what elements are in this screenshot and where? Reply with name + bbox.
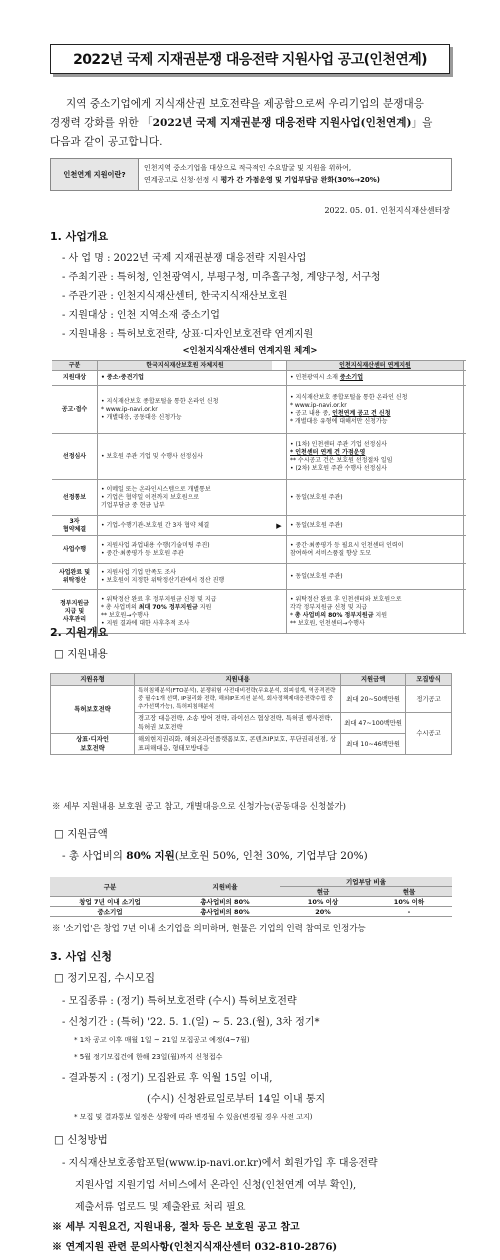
cell-kipo — [98, 480, 272, 515]
cell-line: • 기업-수행기관-보호원 간 3자 협약 체결 — [101, 521, 210, 529]
cell-kipo — [98, 434, 272, 479]
ratio-note: ※ '소기업'은 창업 7년 이내 소기업을 의미하며, 현물은 기업의 인력 참여로 인정가능 — [52, 924, 366, 934]
cell-line: • 이메일 또는 온라인시스템으로 개별통보 — [101, 485, 211, 493]
method-line: 제출서류 업로드 및 제출완료 처리 필요 — [75, 1202, 246, 1213]
spacer — [272, 361, 286, 370]
recruit-method: 수시공고 — [406, 713, 452, 755]
cell-line: • 보호원이 지정한 위탁정산기관에서 정산 진행 — [101, 576, 225, 584]
table-row — [52, 516, 466, 536]
table-row — [52, 371, 466, 386]
cell-text: • 공고 내용 중, — [290, 409, 333, 417]
recruit-method: 정기공고 — [406, 686, 452, 713]
overview-item: - 주관기관 : 인천지식재산센터, 한국지식재산보호원 — [62, 291, 288, 302]
amount-text: (보호원 50%, 인천 30%, 기업부담 20%) — [174, 850, 368, 862]
cell-line: • 기업은 협약일 이전까지 보호원으로 — [101, 493, 200, 501]
cell-line: • 위탁정산 완료 후 인천센터와 보호원으로 — [290, 595, 402, 603]
intro-text: 」을 — [411, 117, 433, 129]
reference-note: ※ 세부 지원요건, 지원내용, 절차 등은 보호원 공고 참고 — [52, 1222, 300, 1233]
table-row — [52, 590, 466, 634]
table-row — [52, 386, 466, 434]
cell-line: • 위탁정산 완료 후 정부지원금 신청 및 지급 — [101, 595, 217, 603]
cell-line: • 동일(보호원 주관) — [290, 493, 343, 501]
row-label: 공고·접수 — [52, 386, 98, 433]
callout-highlight: 평가 간 가점운영 및 기업부담금 완화(30%→20%) — [220, 176, 380, 184]
amount-line — [62, 848, 368, 863]
cell-incheon — [286, 371, 464, 385]
cell-text: 지원 — [197, 603, 212, 611]
support-amount: 최대 20~50백만원 — [341, 686, 406, 713]
support-detail: 경고장 대응전략, 소송 방어 전략, 라이선스 협상전략, 특허권 행사전략, 특허권 보호전략 — [135, 713, 341, 734]
table-cell: - — [366, 907, 452, 917]
support-amount: 최대 47~100백만원 — [341, 713, 406, 734]
spacer — [272, 371, 286, 385]
spacer — [272, 564, 286, 589]
row-label: 선정심사 — [52, 434, 98, 479]
header-cell: 지원내용 — [135, 674, 341, 686]
cell-kipo — [98, 536, 272, 563]
cell-emph: 최대 70% 정부지원금 — [138, 603, 198, 611]
application-line: (수시) 신청완료일로부터 14일 이내 통지 — [147, 1094, 326, 1105]
cell-kipo — [98, 564, 272, 589]
cell-line: • 지식재산보호 종합포털을 통한 온라인 신청 — [101, 397, 219, 405]
header-cell: 현금 — [280, 887, 366, 897]
spacer — [272, 590, 286, 633]
overview-item: - 사 업 명 : 2022년 국제 지재권분쟁 대응전략 지원사업 — [62, 253, 307, 264]
table-row — [50, 907, 452, 917]
table-row — [52, 434, 466, 480]
table-cell: 총사업비의 80% — [170, 907, 280, 917]
program-name: 2022년 국제 지재권분쟁 대응전략 지원사업(인천연계) — [152, 117, 412, 129]
table-header-row — [50, 877, 452, 887]
cell-kipo — [98, 386, 272, 433]
overview-item: - 지원대상 : 인천 지역소재 중소기업 — [62, 310, 220, 321]
cell-incheon — [286, 434, 464, 479]
cell-line: ** 수시공고 건은 보호원 선정절차 일임 — [290, 456, 393, 464]
spacer — [272, 386, 286, 433]
header-cell: 구분 — [52, 361, 98, 370]
application-subnote: * 5월 정기모집건에 한해 23일(월)까지 신청접수 — [74, 1053, 223, 1061]
header-cell: 한국지식재산보호원 자체지원 — [98, 361, 272, 370]
table-cell: 중소기업 — [50, 907, 170, 917]
announcement-date: 2022. 05. 01. 인천지식재산센터장 — [324, 206, 450, 215]
label-line: 지급 및 — [64, 607, 85, 615]
cell-line — [290, 410, 460, 418]
cell-line: * www.ip-navi.or.kr — [290, 401, 347, 409]
intro-paragraph — [50, 95, 452, 152]
table-row — [52, 564, 466, 590]
subsection-heading: □ 지원금액 — [54, 828, 108, 840]
cell-line: • (1차) 인천센터 주관 기업 선정심사 — [290, 440, 387, 448]
cell-line: • 동일(보호원 주관) — [290, 521, 343, 529]
cell-line: • 지원사업 기업 만족도 조사 — [101, 568, 176, 576]
cell-line — [290, 612, 460, 620]
header-cell: 모집방식 — [406, 674, 452, 686]
subsection-heading: □ 지원내용 — [54, 648, 108, 660]
cell-line: • 중간·최종평가 등 보호원 주관 — [101, 549, 184, 557]
system-table-caption: <인천지식재산센터 연계지원 체계> — [182, 346, 318, 356]
cell-text: • 인천광역시 소재 — [290, 374, 340, 381]
overview-item: - 주최기관 : 특허청, 인천광역시, 부평구청, 미추홀구청, 계양구청, 서구청 — [62, 272, 381, 283]
intro-line-3: 다음과 같이 공고합니다. — [50, 136, 163, 148]
table-row — [51, 734, 452, 755]
header-cell: 현물 — [366, 887, 452, 897]
cell-incheon — [286, 536, 464, 563]
callout-line: 인천지역 중소기업을 대상으로 적극적인 수요발굴 및 지원을 위하여, — [144, 164, 352, 172]
cell-kipo — [98, 590, 272, 633]
cell-emph: * 인천센터 연계 건 가점운영 — [290, 448, 366, 456]
cell-line: • 개별대응, 공동대응 신청가능 — [101, 413, 182, 421]
cell-line: • (2차) 보호원 주관 수행사 선정심사 — [290, 464, 387, 472]
header-cell: 기업부담 비율 — [280, 877, 452, 887]
table-row — [50, 897, 452, 907]
table-row — [52, 480, 466, 516]
section-1-heading: 1. 사업개요 — [50, 230, 109, 243]
subsection-heading: □ 신청방법 — [54, 1134, 108, 1146]
cell-incheon — [286, 516, 464, 535]
header-cell: 지원금액 — [341, 674, 406, 686]
contact-note: ※ 연계지원 관련 문의사항(인천지식재산센터 032-810-2876) — [52, 1242, 338, 1253]
table-row — [51, 686, 452, 713]
section-3-heading: 3. 사업 신청 — [50, 950, 112, 963]
row-label — [52, 516, 98, 535]
amount-text: - 총 사업비의 — [62, 850, 127, 862]
support-amount: 최대 10~46백만원 — [341, 734, 406, 755]
row-label: 선정통보 — [52, 480, 98, 515]
cell-line: • 지식재산보호 종합포털을 통한 온라인 신청 — [290, 393, 408, 401]
support-content-table — [50, 673, 452, 755]
header-cell: 지원비율 — [170, 877, 280, 897]
support-detail: 해외현지권리화, 해외온라인플랫폼보호, 콘텐츠IP보호, 무단권리선점, 상표피해대응, 형태모방대응 — [135, 734, 341, 755]
cell-text: * 총 사업비의 — [101, 603, 139, 611]
label-line: 사업완료 및 — [58, 568, 91, 576]
cell-kipo — [98, 516, 272, 535]
label-line: 3자 — [69, 517, 80, 525]
support-type: 특허보호전략 — [51, 686, 135, 734]
application-line: - 모집종류 : (정기) 특허보호전략 (수시) 특허보호전략 — [62, 996, 297, 1007]
cell-line: • 보호원 주관 기업 및 수행사 선정심사 — [101, 452, 203, 460]
cell-line: * www.ip-navi.or.kr — [101, 405, 158, 413]
amount-emph: 80% 지원 — [126, 850, 175, 862]
label-line: 사후관리 — [62, 615, 87, 623]
application-subnote: * 1차 공고 이후 매월 1일 ~ 21일 모집공고 예정(4~7월) — [74, 1036, 250, 1044]
funding-ratio-table — [50, 877, 452, 917]
cell-incheon — [286, 590, 464, 633]
cell-line: 참여하여 서비스품질 향상 도모 — [290, 549, 372, 557]
table-cell: 창업 7년 이내 소기업 — [50, 897, 170, 907]
row-label — [52, 564, 98, 589]
cell-line: • 지원사업 과업내용 수행(기술미팅 주진) — [101, 541, 210, 549]
cell-emph: 인천연계 공고 건 신청 — [332, 409, 391, 417]
spacer — [272, 434, 286, 479]
page-title: 2022년 국제 지재권분쟁 대응전략 지원사업 공고(인천연계) — [73, 52, 427, 68]
subsection-heading: □ 정기모집, 수시모집 — [54, 972, 156, 984]
table-cell: 20% — [280, 907, 366, 917]
callout-label: 인천연계 지원이란? — [51, 159, 139, 190]
table-header-row — [51, 674, 452, 686]
cell-line: • 중간·최종평가 등 필요시 인천센터 인력이 — [290, 541, 404, 549]
row-label: 지원대상 — [52, 371, 98, 385]
application-line: - 신청기간 : (특허) '22. 5. 1.(일) ~ 5. 23.(월), 3차 정기* — [62, 1017, 320, 1028]
cell-line: • 지원 결과에 대한 사후추적 조사 — [101, 619, 190, 627]
cell-incheon — [286, 480, 464, 515]
intro-line-2 — [50, 114, 452, 133]
table-row — [52, 536, 466, 564]
cell-line: • 중소·중견기업 — [101, 374, 144, 381]
incheon-support-callout — [50, 158, 452, 191]
label-line: 협약체결 — [62, 525, 87, 533]
cell-kipo — [98, 371, 272, 385]
table-header-row — [52, 360, 466, 371]
cell-line — [101, 604, 269, 612]
cell-line: 각각 정부지원금 신청 및 지급 — [290, 603, 368, 611]
cell-incheon — [286, 386, 464, 433]
application-line: - 결과통지 : (정기) 모집완료 후 익월 15일 이내, — [62, 1073, 273, 1084]
overview-item: - 지원내용 : 특허보호전략, 상표·디자인보호전략 연계지원 — [62, 329, 314, 340]
table-cell: 10% 이상 — [280, 897, 366, 907]
section-2-heading: 2. 지원개요 — [50, 626, 109, 639]
spacer — [272, 536, 286, 563]
header-cell: 지원유형 — [51, 674, 135, 686]
cell-line: 기업부담금 중 현금 납부 — [101, 501, 165, 509]
cell-line: ** 보호원→수행사 — [101, 611, 149, 619]
support-detail: 특허침해분석(FTO분석), 분쟁위험 사전대비전략(무효분석, 회피설계, 역공격전략 중 필수1개 선택, IP권리화 전략, 해외IP포지션 분석, 회사정책제대응전략수립 중 추가선택가능), 특허피침해분석 — [135, 686, 341, 713]
cell-text: 지원 — [373, 611, 388, 619]
cell-line — [290, 374, 460, 382]
cell-line: • 동일(보호원 주관) — [290, 572, 343, 580]
header-cell: 인천지식재산센터 연계지원 — [286, 361, 464, 370]
label-line: 위탁정산 — [62, 576, 87, 584]
method-line: - 지식재산보호종합포털(www.ip-navi.or.kr)에서 회원가입 후 대응전략 — [62, 1158, 378, 1169]
callout-text-span: 연계공고로 신청·선정 시 — [144, 176, 221, 184]
method-line: 지원사업 지원기업 서비스에서 온라인 신청(인천연계 여부 확인), — [75, 1180, 357, 1191]
cell-line: ** 보호원, 인천센터→수행사 — [290, 619, 365, 627]
page-title-box — [50, 44, 450, 74]
cell-emph: 중소기업 — [339, 374, 364, 381]
intro-line-1: 지역 중소기업에게 지식재산권 보호전략을 제공함으로써 우리기업의 분쟁대응 — [66, 98, 424, 110]
spacer — [272, 480, 286, 515]
support-type: 상표·디자인 보호전략 — [51, 734, 135, 755]
application-subnote: * 모집 및 결과통보 일정은 상황에 따라 변경될 수 있음(변경될 경우 사전 고지) — [74, 1113, 313, 1121]
header-cell: 구분 — [50, 877, 170, 897]
label-line: 정부지원금 — [60, 599, 89, 607]
cell-line: * 개별대응 유형에 대해서만 신청가능 — [290, 417, 388, 425]
table-cell: 10% 이하 — [366, 897, 452, 907]
row-label: 사업수행 — [52, 536, 98, 563]
intro-text: 경쟁력 강화를 위한 「 — [50, 117, 153, 129]
callout-text — [139, 159, 451, 190]
cell-incheon — [286, 564, 464, 589]
support-note: ※ 세부 지원내용 보호원 공고 참고, 개별대응으로 신청가능(공동대응 신청불가) — [52, 802, 346, 812]
table-cell: 총사업비의 80% — [170, 897, 280, 907]
support-system-table — [52, 360, 466, 634]
cell-emph: 총 사업비의 80% 정부지원금 — [294, 611, 374, 619]
cell-text: * — [290, 611, 295, 619]
callout-line — [144, 174, 446, 186]
arrow-right-icon: ▶ — [276, 521, 282, 530]
